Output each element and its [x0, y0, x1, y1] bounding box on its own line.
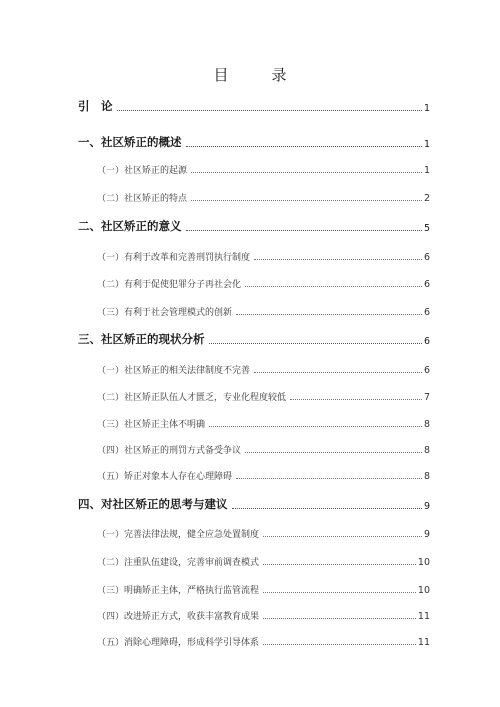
toc-dot-leader	[186, 230, 422, 231]
toc-page-number: 7	[423, 392, 430, 403]
toc-dot-leader	[245, 286, 422, 287]
toc-section-entry[interactable]	[97, 414, 430, 430]
toc-page-number: 6	[423, 365, 430, 376]
toc-dot-leader	[117, 110, 422, 111]
toc-entry-label: （三）明确矫正主体，严格执行监管流程	[97, 586, 260, 596]
toc-page-number: 10	[417, 557, 430, 568]
toc-entry-label: （二）社区矫正的特点	[97, 194, 188, 204]
toc-entry-label: （四）改进矫正方式，收获丰富教育成果	[97, 612, 260, 622]
toc-dot-leader	[245, 452, 422, 453]
toc-entry-label: （三）有利于社会管理模式的创新	[97, 308, 233, 318]
toc-section-entry[interactable]	[97, 552, 430, 568]
toc-dot-leader	[191, 172, 422, 173]
toc-dot-leader	[232, 508, 422, 509]
toc-dot-leader	[236, 478, 422, 479]
toc-page-number: 8	[423, 471, 430, 482]
toc-page-number: 1	[423, 165, 430, 176]
toc-section-entry[interactable]	[97, 387, 430, 403]
toc-dot-leader	[263, 564, 416, 565]
toc-page-number: 6	[423, 307, 430, 318]
toc-entry-label: （四）社区矫正的刑罚方式备受争议	[97, 446, 242, 456]
toc-page-number: 6	[423, 252, 430, 263]
toc-entry-label: （一）有利于改革和完善刑罚执行制度	[97, 253, 251, 263]
toc-dot-leader	[263, 618, 416, 619]
toc-dot-leader	[263, 592, 416, 593]
toc-dot-leader	[186, 146, 422, 147]
toc-page-number: 1	[423, 139, 430, 150]
toc-entry-label: （一）社区矫正的相关法律制度不完善	[97, 366, 251, 376]
toc-page-number: 11	[417, 637, 430, 648]
toc-dot-leader	[254, 372, 422, 373]
toc-entry-label: 一、社区矫正的概述	[78, 135, 182, 149]
toc-entry-label: 引 论	[78, 99, 113, 113]
toc-entry-label: （五）消除心理障碍，形成科学引导体系	[97, 638, 260, 648]
toc-section-entry[interactable]	[97, 188, 430, 204]
toc-entry-label: （五）矫正对象本人存在心理障碍	[97, 472, 233, 482]
toc-entry-label: （一）社区矫正的起源	[97, 166, 188, 176]
toc-entry-label: （二）有利于促使犯罪分子再社会化	[97, 280, 242, 290]
toc-title: 目 录	[213, 66, 301, 84]
toc-page-number: 6	[423, 336, 430, 347]
toc-entry-label: 四、对社区矫正的思考与建议	[78, 497, 228, 511]
toc-chapter-entry[interactable]	[78, 218, 430, 234]
toc-dot-leader	[191, 200, 422, 201]
toc-dot-leader	[263, 536, 422, 537]
toc-chapter-entry[interactable]	[78, 331, 430, 347]
toc-page-number: 8	[423, 445, 430, 456]
toc-section-entry[interactable]	[97, 247, 430, 263]
toc-entry-label: （二）社区矫正队伍人才匮乏，专业化程度较低	[97, 393, 287, 403]
toc-section-entry[interactable]	[97, 440, 430, 456]
toc-chapter-entry[interactable]	[78, 134, 430, 150]
toc-section-entry[interactable]	[97, 632, 430, 648]
toc-page-number: 8	[423, 419, 430, 430]
toc-page-number: 10	[417, 585, 430, 596]
toc-section-entry[interactable]	[97, 580, 430, 596]
toc-section-entry[interactable]	[97, 360, 430, 376]
toc-page-number: 9	[423, 529, 430, 540]
toc-section-entry[interactable]	[97, 466, 430, 482]
toc-entry-label: （三）社区矫正主体不明确	[97, 420, 206, 430]
toc-dot-leader	[254, 259, 422, 260]
toc-page-number: 6	[423, 279, 430, 290]
toc-entry-label: 三、社区矫正的现状分析	[78, 332, 205, 346]
toc-page-number: 9	[423, 501, 430, 512]
toc-chapter-entry[interactable]	[78, 98, 430, 114]
toc-section-entry[interactable]	[97, 524, 430, 540]
toc-entry-label: （一）完善法律法规，健全应急处置制度	[97, 530, 260, 540]
toc-section-entry[interactable]	[97, 606, 430, 622]
toc-section-entry[interactable]	[97, 302, 430, 318]
toc-dot-leader	[290, 399, 422, 400]
toc-page-number: 5	[423, 223, 430, 234]
toc-chapter-entry[interactable]	[78, 496, 430, 512]
toc-entry-label: （二）注重队伍建设，完善审前调查模式	[97, 558, 260, 568]
toc-dot-leader	[209, 343, 422, 344]
toc-entry-label: 二、社区矫正的意义	[78, 219, 182, 233]
toc-dot-leader	[209, 426, 422, 427]
toc-page-number: 1	[423, 103, 430, 114]
toc-dot-leader	[263, 644, 416, 645]
toc-page-number: 11	[417, 611, 430, 622]
toc-section-entry[interactable]	[97, 160, 430, 176]
toc-dot-leader	[236, 314, 422, 315]
toc-section-entry[interactable]	[97, 274, 430, 290]
toc-page-number: 2	[423, 193, 430, 204]
